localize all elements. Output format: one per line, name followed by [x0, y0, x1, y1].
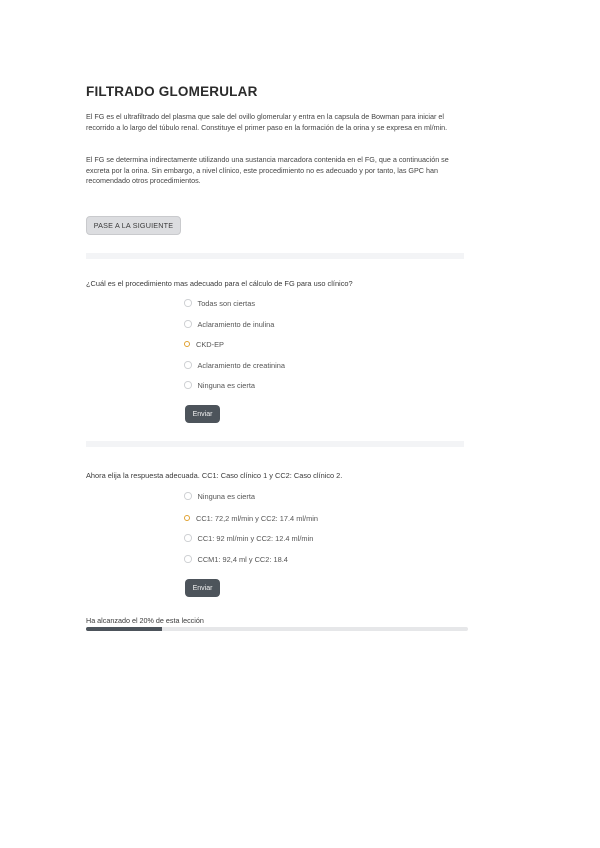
quiz2-option-label: CC1: 92 ml/min y CC2: 12.4 ml/min — [197, 533, 314, 543]
progress-text: Ha alcanzado el 20% de esta lección — [86, 616, 204, 625]
radio-selected-icon[interactable] — [184, 515, 190, 521]
page-title: FILTRADO GLOMERULAR — [86, 84, 258, 99]
quiz2-option-label: CCM1: 92,4 ml y CC2: 18.4 — [197, 554, 288, 564]
quiz2-option-label: CC1: 72,2 ml/min y CC2: 17.4 ml/min — [196, 513, 318, 523]
section-divider — [86, 253, 464, 259]
radio-icon[interactable] — [184, 555, 192, 563]
quiz1-question: ¿Cuál es el procedimiento mas adecuado para el cálculo de FG para uso clínico? — [86, 279, 353, 288]
radio-icon[interactable] — [184, 320, 192, 328]
quiz1-option-label: Todas son ciertas — [197, 298, 256, 308]
radio-selected-icon[interactable] — [184, 341, 190, 347]
quiz1-submit-button[interactable]: Enviar — [185, 405, 220, 423]
quiz1-option-selected[interactable] — [184, 339, 224, 349]
quiz1-option[interactable] — [184, 298, 255, 308]
radio-icon[interactable] — [184, 492, 192, 500]
quiz1-option[interactable] — [184, 319, 274, 329]
radio-icon[interactable] — [184, 299, 192, 307]
quiz2-option[interactable] — [184, 533, 313, 543]
quiz2-question: Ahora elija la respuesta adecuada. CC1: Caso clínico 1 y CC2: Caso clínico 2. — [86, 471, 343, 480]
progress-bar-fill — [86, 627, 162, 631]
quiz2-option[interactable] — [184, 491, 255, 501]
quiz1-option[interactable] — [184, 360, 285, 370]
progress-bar — [86, 627, 468, 631]
radio-icon[interactable] — [184, 534, 192, 542]
intro-paragraph-2: El FG se determina indirectamente utilizando una sustancia marcadora contenida en el FG, que a continuación se excreta por la orina. Sin embargo, a nivel clínico, este procedimiento no es adecuado y por tanto, las GPC han recomendado otros procedimientos. — [86, 155, 449, 186]
quiz1-option-label: Aclaramiento de inulina — [197, 319, 275, 329]
quiz1-option-label: Aclaramiento de creatinina — [197, 360, 286, 370]
quiz2-option-label: Ninguna es cierta — [197, 491, 256, 501]
section-divider — [86, 441, 464, 447]
intro-paragraph-1: El FG es el ultrafiltrado del plasma que sale del ovillo glomerular y entra en la capsula de Bowman para iniciar el recorrido a lo largo del túbulo renal. Constituye el primer paso en la formación de la orina y se expresa en ml/min. — [86, 112, 448, 132]
radio-icon[interactable] — [184, 361, 192, 369]
quiz1-option-label: Ninguna es cierta — [197, 380, 256, 390]
quiz2-option-selected[interactable] — [184, 513, 318, 523]
quiz2-submit-button[interactable]: Enviar — [185, 579, 220, 597]
next-lesson-button[interactable]: PASE A LA SIGUIENTE — [86, 216, 181, 235]
quiz1-option[interactable] — [184, 380, 255, 390]
quiz1-option-label: CKD-EP — [196, 339, 224, 349]
quiz2-option[interactable] — [184, 554, 288, 564]
radio-icon[interactable] — [184, 381, 192, 389]
